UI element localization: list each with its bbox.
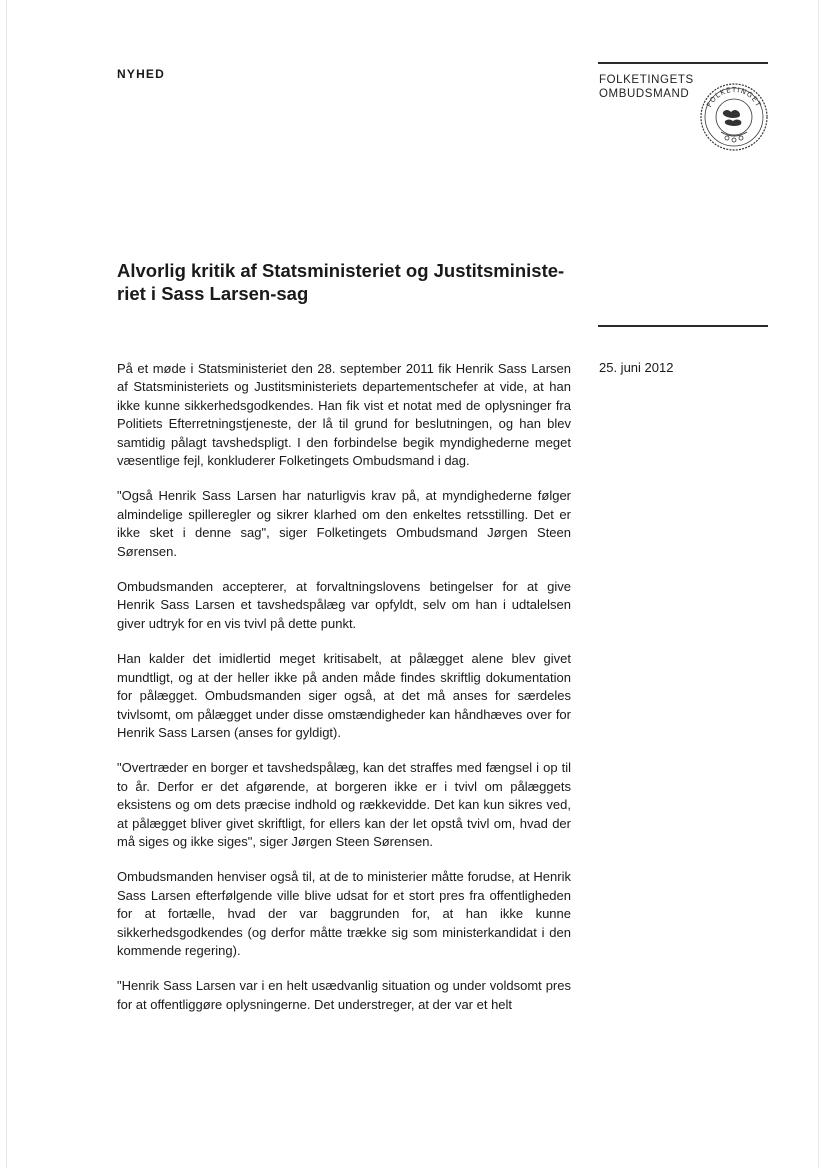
scan-margin-line (6, 0, 7, 1168)
org-name (599, 73, 694, 101)
svg-text:FOLKETINGET (705, 86, 762, 109)
paragraph: Han kalder det imidlertid meget kritisabelt, at pålægget alene blev givet mundtligt, og at der heller ikke på anden måde findes skriftlig dokumentation for pålægget. Ombudsmanden siger også, at det må anses for særdeles tvivlsomt, om pålægget under disse omstændigheder kan håndhæves over for Henrik Sass Larsen (anses for gyldigt). (117, 651, 571, 740)
article-body (117, 360, 571, 1031)
news-label: NYHED (117, 67, 166, 81)
paragraph: Ombudsmanden accepterer, at forvaltningslovens betingelser for at give Henrik Sass Larsen et tavshedspålæg var opfyldt, selv om han i udtalelsen giver udtryk for en vis tvivl på dette punkt. (117, 579, 571, 631)
paragraph: "Overtræder en borger et tavshedspålæg, kan det straffes med fængsel i op til to år. Derfor er det afgørende, at borgeren ikke er i tvivl om pålæggets eksistens og om dets præcise indhold og rækkevidde. Det kan kun sikres ved, at pålægget bliver givet skriftligt, for ellers kan der let opstå tvivl om, hvad der må siges og ikke siges", siger Jørgen Steen Sørensen. (117, 760, 571, 849)
paragraph: "Henrik Sass Larsen var i en helt usædvanlig situation og under voldsomt pres for at offentliggøre oplysningerne. Det understreger, at der var et helt (117, 978, 571, 1012)
paragraph: Ombudsmanden henviser også til, at de to ministerier måtte forudse, at Henrik Sass Larsen efterfølgende ville blive udsat for et stort pres fra offentligheden for at fortælle, hvad der var baggrunden for, at han ikke kunne sikkerhedsgodkendes (og derfor måtte trække sig som ministerkandidat i den kommende regering). (117, 869, 571, 958)
date-rule (598, 325, 768, 327)
paragraph: "Også Henrik Sass Larsen har naturligvis krav på, at myndighederne følger almindelige spilleregler og sikrer klarhed om den enkeltes retsstilling. Det er ikke sket i denne sag", siger Folketingets Ombudsmand Jørgen Steen Sørensen. (117, 488, 571, 559)
publication-date: 25. juni 2012 (599, 360, 674, 375)
ombudsman-seal-icon (699, 82, 769, 152)
header-rule (598, 62, 768, 64)
scan-margin-line (818, 0, 819, 1168)
paragraph: På et møde i Statsministeriet den 28. september 2011 fik Henrik Sass Larsen af Statsministeriets og Justitsministeriets departementschefer at vide, at han ikke kunne sikkerhedsgodkendes. Han fik vist et notat med de oplysninger fra Politiets Efterretningstjeneste, der lå til grund for beslutningen, og han blev samtidig pålagt tavshedspligt. I den forbindelse begik myndighederne meget væsentlige fejl, konkluderer Folketingets Ombudsmand i dag. (117, 361, 571, 469)
org-name-line1: FOLKETINGETS (599, 74, 694, 86)
seal-text: FOLKETINGET (705, 85, 763, 109)
page-title: Alvorlig kritik af Statsministeriet og Justitsministe-riet i Sass Larsen-sag (117, 260, 565, 304)
org-name-line2: OMBUDSMAND (599, 88, 690, 100)
